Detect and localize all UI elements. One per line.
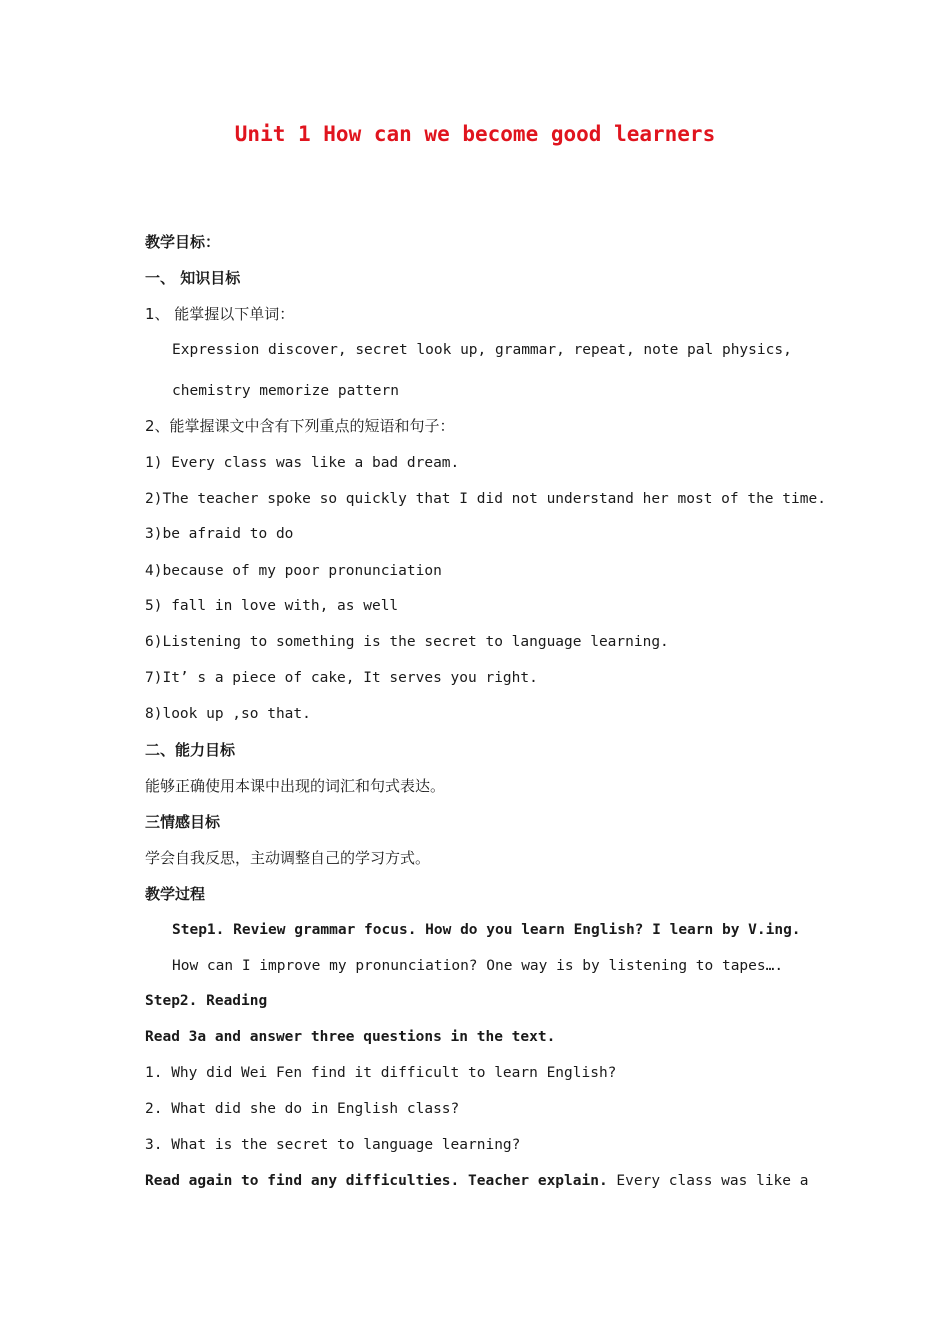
line-question-2: 2. What did she do in English class? <box>145 1101 460 1117</box>
line-question-1: 1. Why did Wei Fen find it difficult to learn English? <box>145 1065 617 1081</box>
line-phrase-8: 8)look up ,so that. <box>145 706 311 722</box>
line-phrase-5: 5) fall in love with, as well <box>145 598 399 614</box>
line-question-3: 3. What is the secret to language learning? <box>145 1137 521 1153</box>
line-vocab-intro: 1、 能掌握以下单词： <box>145 305 295 323</box>
line-step2: Step2. Reading <box>145 993 268 1009</box>
line-emotion-heading: 三情感目标 <box>145 813 221 831</box>
read-again-plain: Every class was like a <box>607 1173 809 1189</box>
line-step1-example: How can I improve my pronunciation? One way is by listening to tapes…. <box>172 958 784 974</box>
line-read-again <box>145 1171 808 1191</box>
line-knowledge-heading: 一、 知识目标 <box>145 269 241 287</box>
document-title: Unit 1 How can we become good learners <box>234 122 716 146</box>
line-phrase-1: 1) Every class was like a bad dream. <box>145 455 460 471</box>
line-vocab-list-1: Expression discover, secret look up, grammar, repeat, note pal physics, <box>172 342 792 358</box>
line-phrase-6: 6)Listening to something is the secret to language learning. <box>145 634 669 650</box>
line-ability-text: 能够正确使用本课中出现的词汇和句式表达。 <box>145 777 446 795</box>
line-phrase-2: 2)The teacher spoke so quickly that I did not understand her most of the time. <box>145 491 826 507</box>
line-emotion-text: 学会自我反思，主动调整自己的学习方式。 <box>145 849 431 867</box>
line-vocab-list-2: chemistry memorize pattern <box>172 383 399 399</box>
line-read-3a: Read 3a and answer three questions in the text. <box>145 1029 556 1045</box>
line-ability-heading: 二、能力目标 <box>145 741 236 759</box>
line-phrase-4: 4)because of my poor pronunciation <box>145 563 442 579</box>
line-phrases-intro: 2、能掌握课文中含有下列重点的短语和句子： <box>145 417 455 435</box>
line-objectives-heading: 教学目标： <box>145 233 221 251</box>
line-phrase-7: 7)It’ s a piece of cake, It serves you right. <box>145 670 538 686</box>
read-again-bold: Read again to find any difficulties. Teacher explain. <box>145 1173 608 1189</box>
line-phrase-3: 3)be afraid to do <box>145 526 294 542</box>
line-step1: Step1. Review grammar focus. How do you learn English? I learn by V.ing. <box>172 922 801 938</box>
line-process-heading: 教学过程 <box>145 885 206 903</box>
